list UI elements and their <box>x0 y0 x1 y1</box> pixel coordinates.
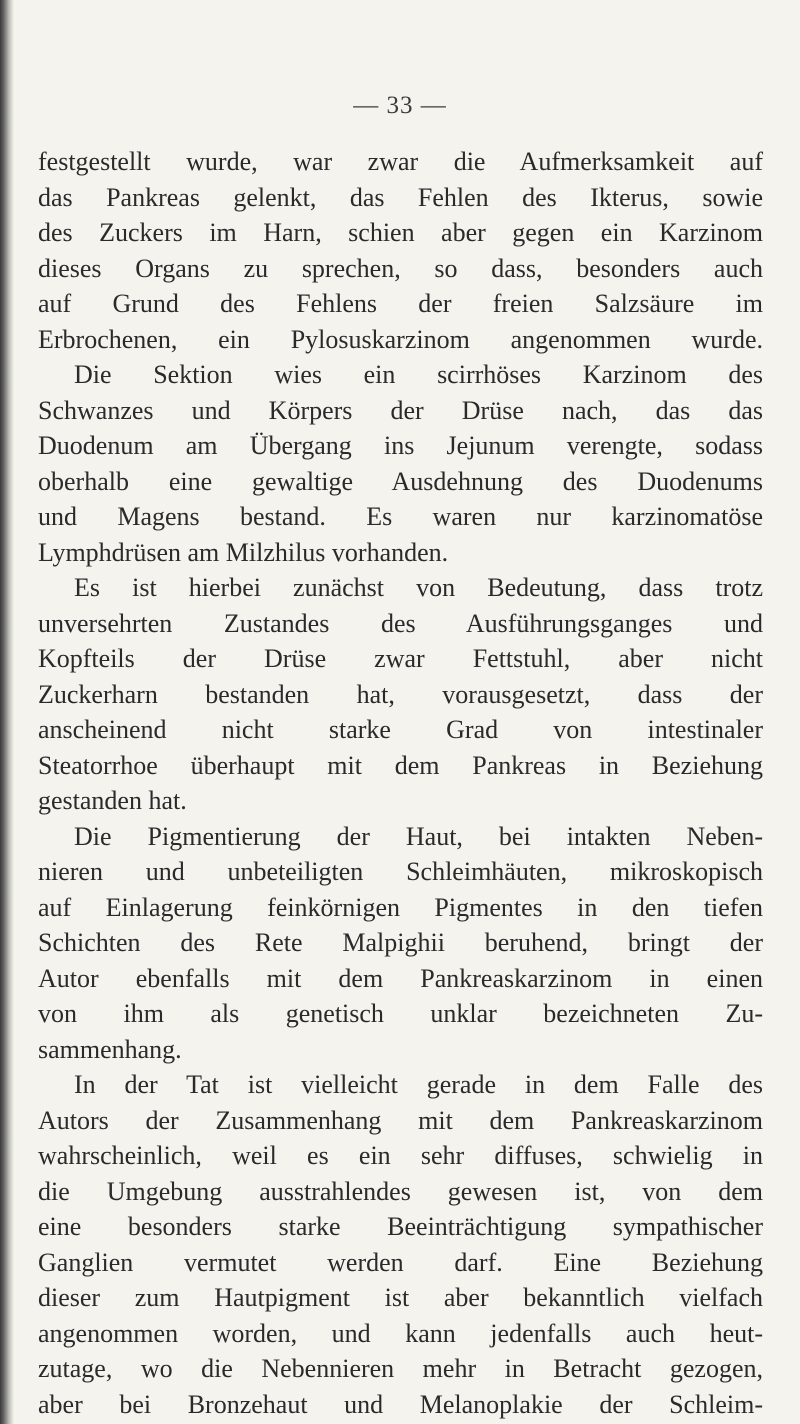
text-line: zutage, wo die Nebennieren mehr in Betracht gezogen, <box>38 1354 763 1383</box>
text-line: Steatorrhoe überhaupt mit dem Pankreas in Beziehung <box>38 750 763 780</box>
text-line: anscheinend nicht starke Grad von intestinaler <box>38 715 763 744</box>
text-line: sammenhang. <box>38 1034 182 1064</box>
text-line: gestanden hat. <box>38 786 187 815</box>
text-line: Schwanzes und Körpers der Drüse nach, das das <box>38 395 763 425</box>
page-binding-edge <box>0 0 14 1424</box>
paragraph-first-line: In der Tat ist vielleicht gerade in dem Falle des <box>74 1070 763 1099</box>
body-text <box>38 144 763 1422</box>
paragraph-first-line: Die Sektion wies ein scirrhöses Karzinom des <box>74 360 763 389</box>
paragraph-first-line: Die Pigmentierung der Haut, bei intakten Neben- <box>74 821 763 851</box>
text-line: von ihm als genetisch unklar bezeichneten Zu- <box>38 999 763 1028</box>
text-line: oberhalb eine gewaltige Ausdehnung des Duodenums <box>38 466 763 496</box>
text-line: auf Grund des Fehlens der freien Salzsäure im <box>38 289 763 318</box>
text-line: eine besonders starke Beeinträchtigung sympathischer <box>38 1212 763 1241</box>
text-line: Lymphdrüsen am Milzhilus vorhanden. <box>38 537 449 567</box>
text-line: wahrscheinlich, weil es ein sehr diffuses, schwielig in <box>38 1141 763 1170</box>
page-number: — 33 — <box>353 92 447 119</box>
text-line: auf Einlagerung feinkörnigen Pigmentes in den tiefen <box>38 892 763 922</box>
text-line: Autor ebenfalls mit dem Pankreaskarzinom in einen <box>38 963 763 993</box>
text-line: Duodenum am Übergang ins Jejunum verengte, sodass <box>38 431 763 460</box>
text-line: Erbrochenen, ein Pylosuskarzinom angenommen wurde. <box>38 324 763 354</box>
text-line: angenommen worden, und kann jedenfalls auch heut- <box>38 1318 763 1348</box>
text-line: nieren und unbeteiligten Schleimhäuten, mikroskopisch <box>38 857 763 886</box>
text-line: aber bei Bronzehaut und Melanoplakie der Schleim- <box>38 1389 763 1419</box>
text-line: Ganglien vermutet werden darf. Eine Beziehung <box>38 1247 763 1277</box>
text-line: unversehrten Zustandes des Ausführungsganges und <box>38 608 763 638</box>
text-line: festgestellt wurde, war zwar die Aufmerksamkeit auf <box>38 147 763 176</box>
paragraph-first-line: Es ist hierbei zunächst von Bedeutung, dass trotz <box>74 573 763 602</box>
text-line: das Pankreas gelenkt, das Fehlen des Ikterus, sowie <box>38 182 763 212</box>
text-line: Schichten des Rete Malpighii beruhend, bringt der <box>38 928 763 957</box>
text-line: Zuckerharn bestanden hat, vorausgesetzt, dass der <box>38 679 763 709</box>
text-line: die Umgebung ausstrahlendes gewesen ist, von dem <box>38 1176 763 1206</box>
text-line: des Zuckers im Harn, schien aber gegen ein Karzinom <box>38 218 763 247</box>
text-line: dieser zum Hautpigment ist aber bekanntlich vielfach <box>38 1283 763 1312</box>
text-line: Kopfteils der Drüse zwar Fettstuhl, aber nicht <box>38 644 763 673</box>
text-line: dieses Organs zu sprechen, so dass, besonders auch <box>38 253 763 283</box>
text-line: und Magens bestand. Es waren nur karzinomatöse <box>38 502 763 531</box>
text-line: Autors der Zusammenhang mit dem Pankreaskarzinom <box>38 1105 763 1135</box>
